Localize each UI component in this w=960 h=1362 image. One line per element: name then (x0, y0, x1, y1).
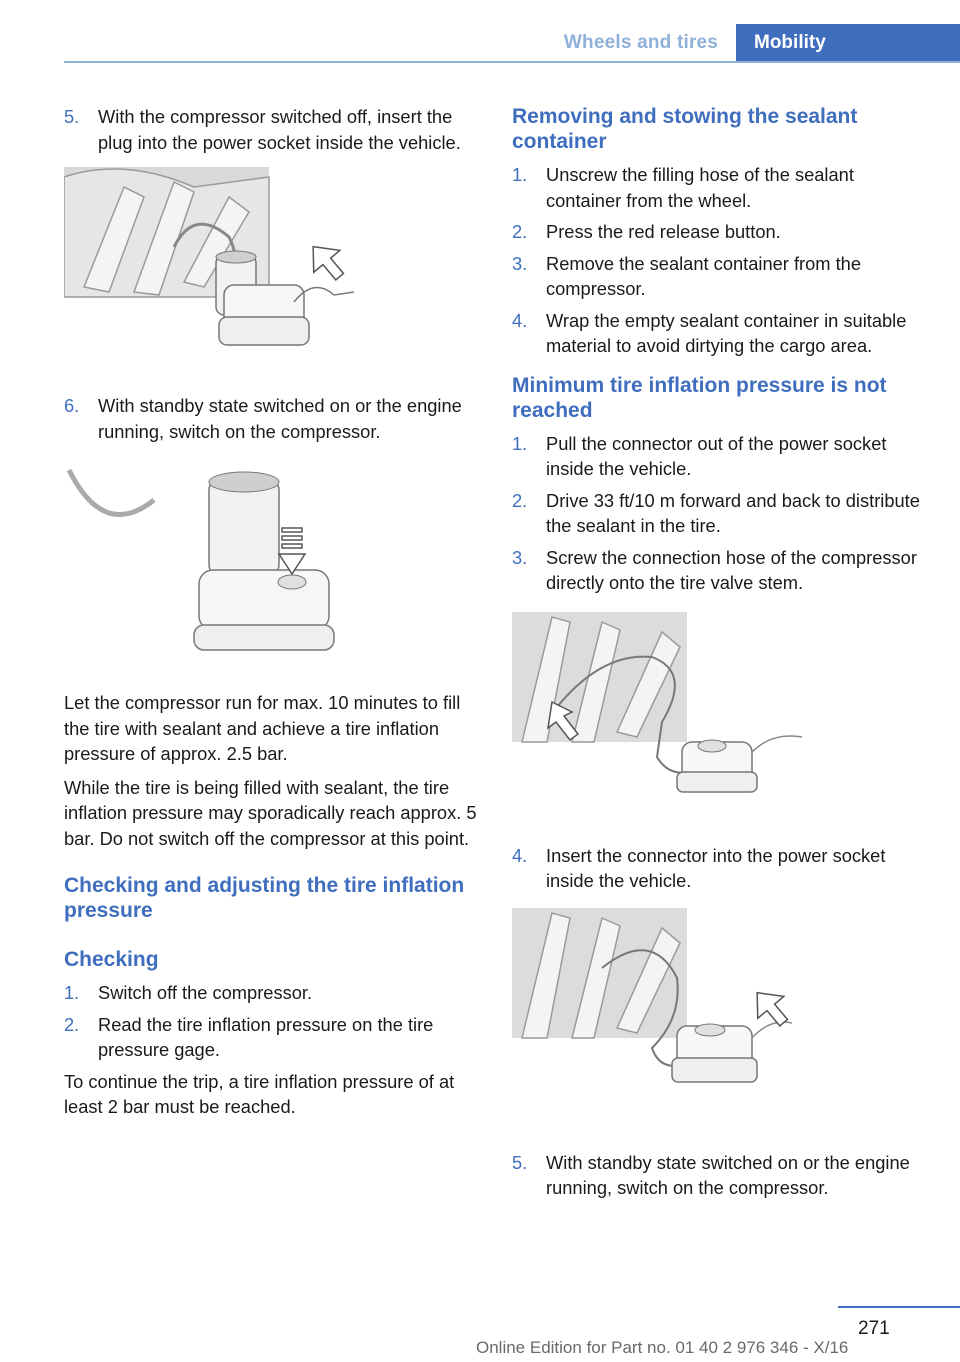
step-number: 1. (512, 432, 528, 454)
step-text: With standby state switched on or the engine running, switch on the compressor. (98, 395, 462, 442)
step-4-insert-connector (512, 843, 926, 894)
step-number: 5. (512, 1151, 528, 1173)
min-step (512, 431, 926, 482)
right-column (512, 104, 926, 1207)
edition-footer: Online Edition for Part no. 01 40 2 976 346 - X/16 (476, 1338, 849, 1357)
step-text: Switch off the compressor. (98, 982, 313, 1003)
step-number: 4. (512, 844, 528, 866)
check-step (64, 980, 478, 1006)
step-5-insert-plug (64, 104, 478, 155)
step-text: Remove the sealant container from the compressor. (546, 252, 862, 299)
left-column (64, 104, 478, 1128)
compressor-run-paragraph: Let the compressor run for max. 10 minutes to fill the tire with sealant and achieve a tire inflation pressure of approx. 2.5 bar. (64, 692, 461, 764)
section-tab[interactable]: Wheels and tires (546, 24, 736, 62)
heading-minimum-pressure: Minimum tire inflation pressure is not reached (512, 373, 887, 422)
connector-socket-illustration (512, 908, 812, 1098)
step-number: 5. (64, 106, 80, 127)
min-step (512, 488, 926, 539)
page-number: 271 (858, 1318, 890, 1339)
remove-step (512, 308, 926, 359)
step-text: Wrap the empty sealant container in suitable material to avoid dirtying the cargo area. (546, 309, 907, 356)
step-number: 3. (512, 546, 528, 568)
min-step (512, 545, 926, 596)
heading-checking: Checking (64, 948, 159, 971)
step-text: Press the red release button. (546, 221, 781, 242)
header-tabs (546, 24, 960, 62)
step-text: With the compressor switched off, insert the plug into the power socket inside the vehicle. (98, 106, 461, 153)
footer-rule (838, 1306, 960, 1308)
step-text: Pull the connector out of the power socket inside the vehicle. (546, 432, 887, 479)
valve-hose-illustration (512, 612, 812, 797)
compressor-switch-illustration (64, 460, 364, 660)
step-5-switch-on (512, 1150, 926, 1201)
step-number: 3. (512, 252, 528, 274)
step-number: 6. (64, 395, 80, 416)
step-number: 1. (512, 164, 528, 185)
step-text: Unscrew the filling hose of the sealant container from the wheel. (546, 164, 854, 211)
heading-removing-stowing: Removing and stowing the sealant container (512, 105, 858, 153)
check-step (64, 1012, 478, 1063)
header-rule (64, 61, 960, 63)
step-number: 2. (64, 1013, 80, 1035)
continue-trip-paragraph: To continue the trip, a tire inflation pressure of at least 2 bar must be reached. (64, 1070, 455, 1117)
heading-checking-adjusting: Checking and adjusting the tire inflation pressure (64, 874, 465, 922)
step-text: Screw the connection hose of the compressor directly onto the tire valve stem. (546, 546, 917, 593)
chapter-tab[interactable]: Mobility (736, 24, 960, 62)
step-number: 2. (512, 221, 528, 242)
step-text: Read the tire inflation pressure on the tire pressure gage. (98, 1013, 434, 1060)
remove-step (512, 219, 926, 245)
remove-step (512, 251, 926, 302)
step-text: With standby state switched on or the engine running, switch on the compressor. (546, 1151, 910, 1198)
step-text: Drive 33 ft/10 m forward and back to distribute the sealant in the tire. (546, 489, 920, 536)
step-text: Insert the connector into the power socket inside the vehicle. (546, 844, 886, 891)
step-6-switch-on (64, 393, 478, 444)
remove-step (512, 162, 926, 213)
sealant-pressure-paragraph: While the tire is being filled with sealant, the tire inflation pressure may sporadically reach approx. 5 bar. Do not switch off the compressor at this point. (64, 776, 477, 849)
step-number: 4. (512, 309, 528, 331)
step-number: 1. (64, 982, 80, 1003)
step-number: 2. (512, 489, 528, 511)
compressor-plug-illustration (64, 167, 374, 357)
